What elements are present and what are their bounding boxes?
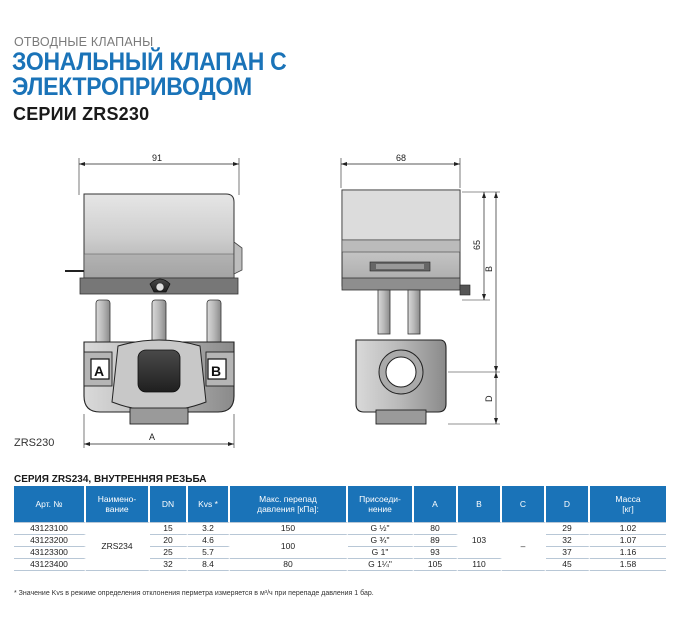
cell-pressure: 80 [230,559,348,571]
model-label: ZRS230 [14,437,55,449]
cell-art: 43123300 [14,547,86,559]
cell-name: ZRS234 [86,522,150,571]
port-b-label: B [211,363,222,379]
cell-art: 43123400 [14,559,86,571]
col-dn: DN [150,486,188,522]
cell-connection: G 1¼" [348,559,414,571]
cell-mass: 1.16 [590,547,666,559]
col-b: B [458,486,502,522]
cell-mass: 1.07 [590,535,666,547]
col-mass: Масса [кг] [590,486,666,522]
col-pressure: Макс. перепад давления [кПа]: [230,486,348,522]
cell-mass: 1.02 [590,522,666,535]
cell-dn: 15 [150,522,188,535]
cell-connection: G ½" [348,522,414,535]
col-d: D [546,486,590,522]
cell-mass: 1.58 [590,559,666,571]
front-view [65,153,242,448]
cell-art: 43123100 [14,522,86,535]
cell-a: 93 [414,547,458,559]
side-width-dim: 68 [396,153,407,163]
front-width-dim: 91 [152,153,163,163]
table-header-row [14,486,666,522]
footnote: * Значение Kvs в режиме определения отклонения перметра измеряется в м³/ч при перепаде давления 1 бар. [14,590,374,597]
series-subtitle: СЕРИИ ZRS230 [13,104,150,124]
col-art: Арт. № [14,486,86,522]
col-c: C [502,486,546,522]
cell-art: 43123200 [14,535,86,547]
side-b-dim: B [484,265,494,272]
cell-c: – [502,522,546,571]
cell-a: 80 [414,522,458,535]
side-d-dim: D [484,395,494,402]
spec-table [14,486,666,571]
cell-d: 32 [546,535,590,547]
col-a: A [414,486,458,522]
cell-kvs: 8.4 [188,559,230,571]
side-65-dim: 65 [472,239,482,250]
cell-a: 89 [414,535,458,547]
port-a-label: A [94,363,105,379]
technical-drawing [0,150,680,460]
cell-pressure: 100 [230,535,348,559]
col-connection: Присоеди- нение [348,486,414,522]
cell-dn: 25 [150,547,188,559]
cell-connection: G 1" [348,547,414,559]
cell-pressure: 150 [230,522,348,535]
page-title [12,50,398,100]
cell-d: 29 [546,522,590,535]
cell-a: 105 [414,559,458,571]
col-name: Наимено- вание [86,486,150,522]
cell-dn: 32 [150,559,188,571]
cell-d: 37 [546,547,590,559]
cell-kvs: 3.2 [188,522,230,535]
cell-d: 45 [546,559,590,571]
cell-connection: G ¾" [348,535,414,547]
cell-b: 103 [458,522,502,559]
category-label: ОТВОДНЫЕ КЛАПАНЫ [14,35,154,49]
side-view [341,153,500,424]
cell-dn: 20 [150,535,188,547]
cell-b: 110 [458,559,502,571]
title-line-2: ЭЛЕКТРОПРИВОДОМ [12,73,252,101]
table-title: СЕРИЯ ZRS234, ВНУТРЕННЯЯ РЕЗЬБА [14,474,207,485]
front-a-dim: A [149,432,156,442]
cell-kvs: 5.7 [188,547,230,559]
table-row [14,522,666,535]
title-line-1: ЗОНАЛЬНЫЙ КЛАПАН С [12,48,287,76]
col-kvs: Kvs * [188,486,230,522]
cell-kvs: 4.6 [188,535,230,547]
